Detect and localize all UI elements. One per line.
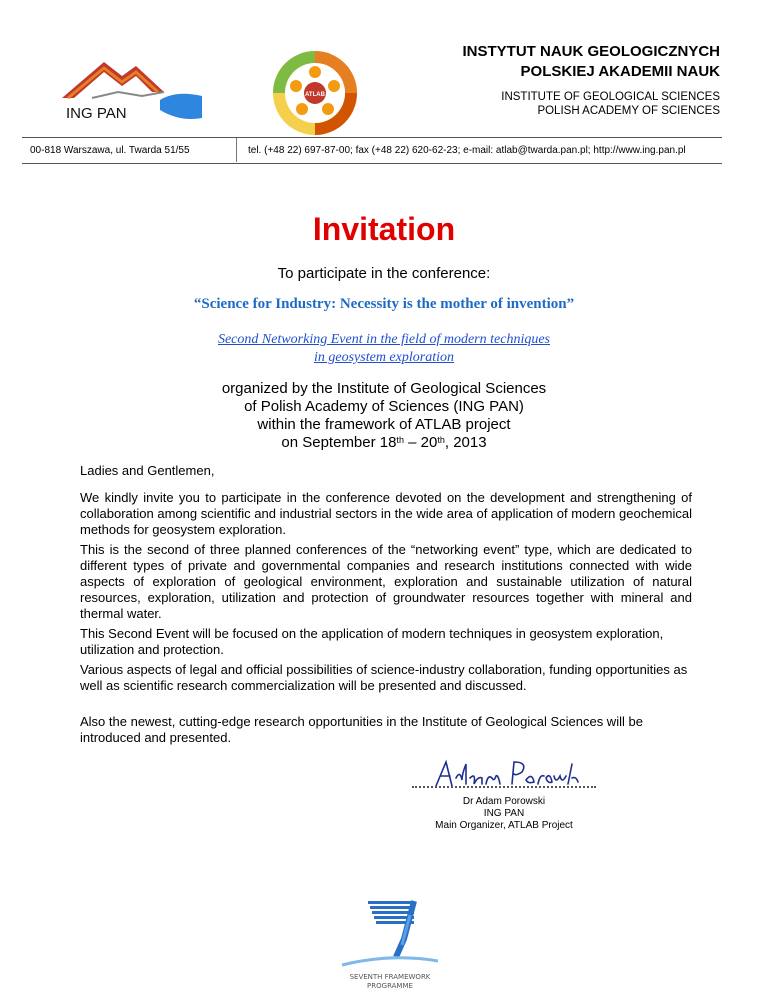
date-sup2: th — [437, 435, 445, 445]
invitation-title: Invitation — [312, 211, 456, 247]
ing-pan-logo — [52, 52, 208, 126]
fp7-line2: PROGRAMME — [367, 982, 413, 990]
signature-block — [412, 796, 596, 832]
header-separator — [236, 138, 237, 162]
ing-pan-logo-text: ING PAN — [66, 105, 127, 122]
signature-line — [412, 786, 596, 788]
paragraph-3: This Second Event will be focused on the application of modern techniques in geosystem exploration, utilization and protection. — [80, 626, 664, 657]
org-line1: organized by the Institute of Geological Sciences — [221, 380, 547, 397]
org-line3: within the framework of ATLAB project — [257, 416, 511, 433]
address: 00-818 Warszawa, ul. Twarda 51/55 — [30, 145, 190, 156]
institute-pl-line2: POLSKIEJ AKADEMII NAUK — [520, 63, 720, 80]
organizer-block — [0, 380, 768, 452]
conference-name: “Science for Industry: Necessity is the mother of invention” — [193, 296, 575, 312]
signatory-affiliation: ING PAN — [483, 808, 525, 819]
header-divider-top — [22, 137, 722, 138]
event-description — [0, 331, 768, 367]
date-sup1: th — [396, 435, 404, 445]
header-divider-bottom — [22, 163, 722, 164]
fp7-line1: SEVENTH FRAMEWORK — [349, 973, 431, 981]
date-prefix: on September 18 — [281, 434, 397, 451]
event-line1: Second Networking Event in the field of modern techniques — [217, 332, 551, 347]
signatory-name: Dr Adam Porowski — [462, 796, 546, 807]
institute-name-en — [501, 90, 720, 118]
paragraph-5: Also the newest, cutting-edge research opportunities in the Institute of Geological Sciences will be introduced and presented. — [80, 714, 643, 745]
paragraph-4: Various aspects of legal and official possibilities of science-industry collaboration, funding opportunities as well as scientific research commercialization will be presented and discussed. — [80, 662, 688, 693]
atlab-logo — [270, 48, 360, 138]
institute-name-pl — [463, 42, 721, 82]
contact-info: tel. (+48 22) 697-87-00; fax (+48 22) 620-62-23; e-mail: atlab@twarda.pan.pl; http://www.ing.pan.pl — [248, 145, 686, 156]
paragraph-2: This is the second of three planned conferences of the “networking event” type, which are dedicated to different types of private and governmental companies and research institutions connected with wide aspects of exploration of geological environment, exploration and sustainable utilization of natural resources, exploration, utilization and protection of groundwater resources together with mineral and thermal water. — [80, 542, 692, 621]
institute-en-line1: INSTITUTE OF GEOLOGICAL SCIENCES — [501, 91, 720, 103]
date-mid: – 20 — [403, 434, 438, 451]
fp7-logo — [330, 895, 450, 993]
org-line2: of Polish Academy of Sciences (ING PAN) — [244, 398, 524, 415]
paragraph-1: We kindly invite you to participate in the conference devoted on the development and strengthening of collaboration among scientific and industrial sectors in the wide area of application of modern geochemical methods for geosystem exploration. — [80, 490, 692, 537]
institute-en-line2: POLISH ACADEMY OF SCIENCES — [537, 105, 720, 117]
greeting: Ladies and Gentlemen, — [80, 463, 215, 478]
institute-pl-line1: INSTYTUT NAUK GEOLOGICZNYCH — [462, 43, 720, 60]
invitation-subtitle: To participate in the conference: — [277, 265, 491, 282]
atlab-logo-text: ATLAB — [305, 92, 325, 98]
event-line2: in geosystem exploration — [314, 350, 454, 365]
signatory-role: Main Organizer, ATLAB Project — [435, 820, 573, 831]
event-date — [0, 434, 768, 452]
date-suffix: , 2013 — [444, 434, 487, 451]
